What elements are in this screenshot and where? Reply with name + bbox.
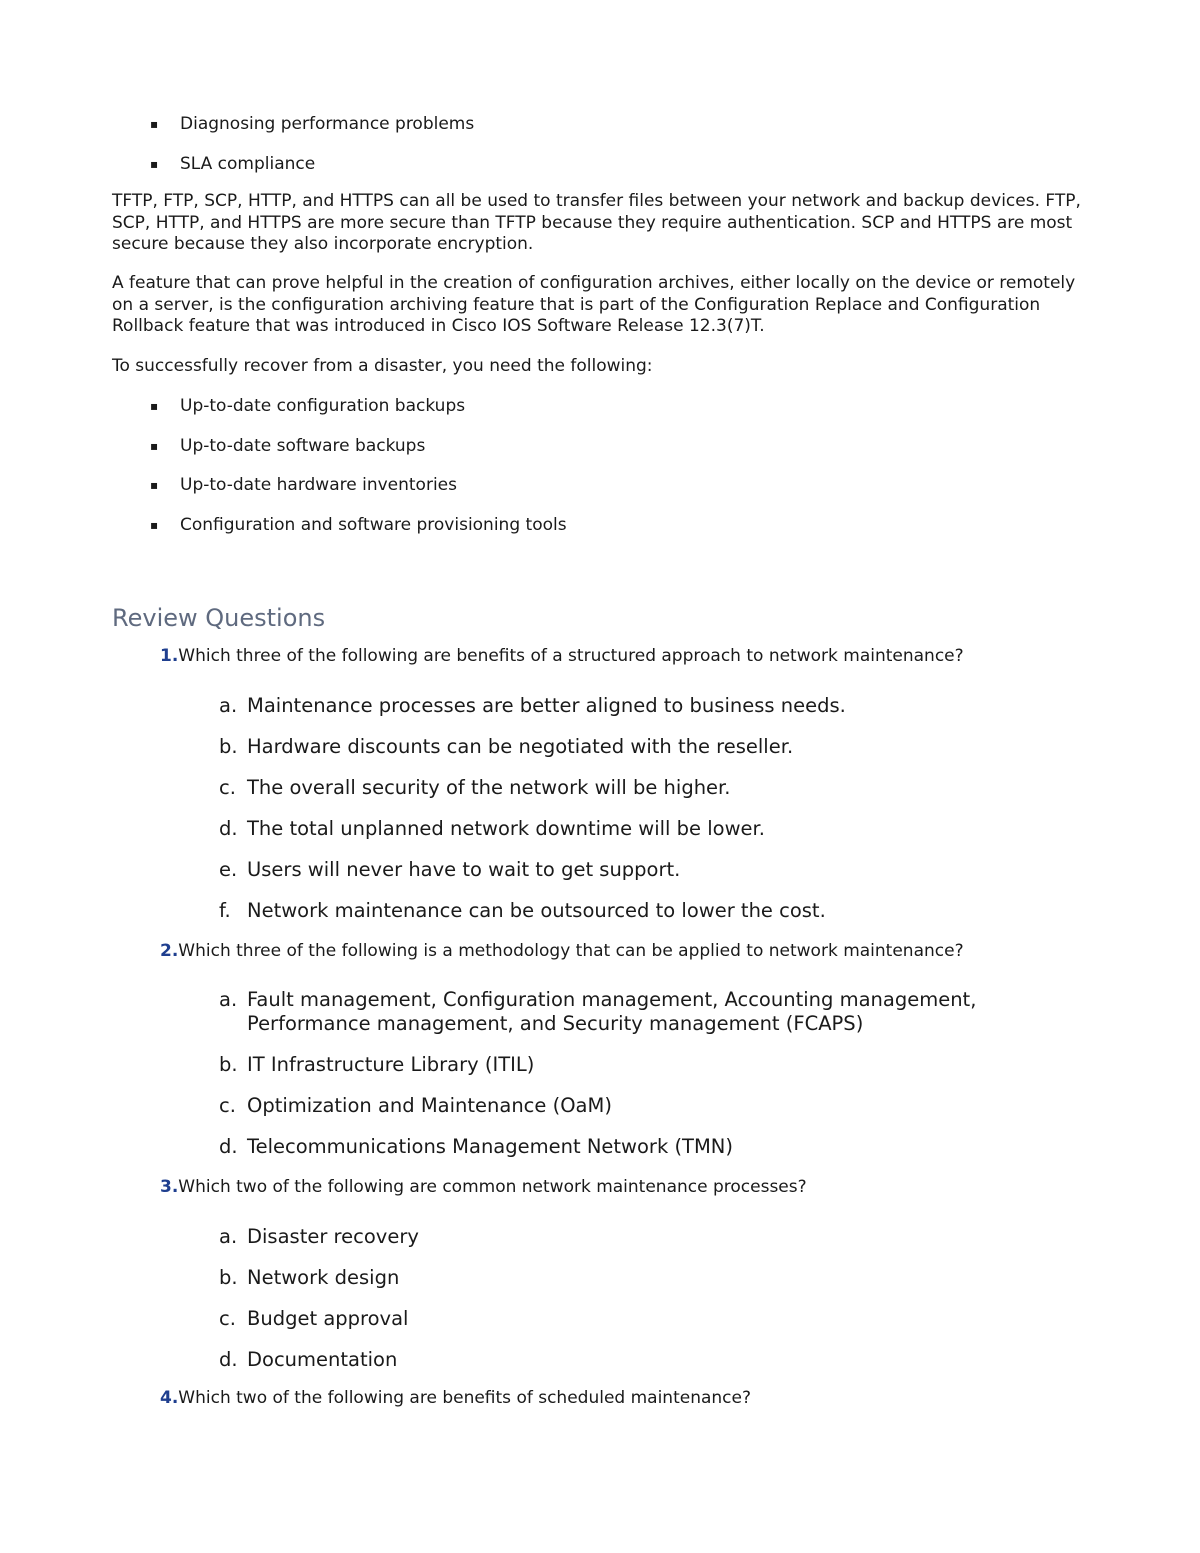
list-item [219, 1348, 1007, 1372]
option-letter: e. [219, 858, 238, 881]
question-number: 2. [160, 941, 179, 961]
bullet-icon: ▪ [150, 438, 159, 453]
list-item [219, 776, 1007, 800]
option-text: The overall security of the network will be higher. [247, 776, 731, 799]
question-3-options [219, 1225, 1007, 1389]
bullet-text: Diagnosing performance problems [180, 114, 475, 134]
bullet-text: Up-to-date configuration backups [180, 396, 466, 416]
question-text: Which three of the following is a methodology that can be applied to network maintenance? [178, 941, 964, 961]
bullet-icon: ▪ [150, 399, 159, 413]
transfer-paragraph: TFTP, FTP, SCP, HTTP, and HTTPS can all be used to transfer files between your network and backup devices. FTP, SCP, HTTP, and HTTPS are more secure than TFTP because they require authentication. SCP and HTTPS are most secure because they also incorporate encryption. [112, 191, 1081, 254]
option-text: Maintenance processes are better aligned to business needs. [247, 694, 846, 717]
option-text: Users will never have to wait to get support. [247, 858, 681, 881]
option-text: Telecommunications Management Network (TMN) [247, 1135, 733, 1158]
bullet-text: Configuration and software provisioning tools [180, 514, 567, 535]
bullet-text: Up-to-date hardware inventories [180, 475, 457, 495]
option-letter: d. [219, 817, 238, 840]
recover-intro-paragraph: To successfully recover from a disaster, you need the following: [112, 356, 653, 376]
option-letter: a. [219, 1225, 238, 1248]
option-letter: c. [219, 1307, 236, 1330]
question-number: 4. [160, 1388, 179, 1408]
question-1 [160, 645, 964, 667]
list-item [219, 899, 1007, 923]
list-item [219, 735, 1007, 759]
option-text: Network maintenance can be outsourced to lower the cost. [247, 899, 826, 922]
option-letter: c. [219, 776, 236, 799]
option-letter: f. [219, 899, 231, 922]
review-questions-heading: Review Questions [112, 604, 326, 632]
option-letter: b. [219, 1266, 238, 1289]
question-3 [160, 1176, 807, 1198]
option-text: Budget approval [247, 1307, 409, 1330]
bullet-icon: ▪ [150, 517, 159, 532]
question-2 [160, 940, 964, 962]
question-number: 3. [160, 1177, 179, 1197]
question-1-options [219, 694, 1007, 940]
bullet-icon: ▪ [150, 117, 159, 131]
question-text: Which three of the following are benefits of a structured approach to network maintenance? [178, 646, 964, 666]
archive-paragraph: A feature that can prove helpful in the creation of configuration archives, either locally on the device or remotely on a server, is the configuration archiving feature that is part of the Configuration Replace and Configuration Rollback feature that was introduced in Cisco IOS Software Release 12.3(7)T. [112, 273, 1076, 336]
option-letter: c. [219, 1094, 236, 1117]
option-letter: d. [219, 1348, 238, 1371]
option-text: Network design [247, 1266, 400, 1289]
list-item [219, 1094, 1007, 1118]
question-text: Which two of the following are common network maintenance processes? [178, 1177, 807, 1197]
list-item [219, 1307, 1007, 1331]
option-text: Disaster recovery [247, 1225, 419, 1248]
option-letter: b. [219, 1053, 238, 1076]
list-item [219, 1225, 1007, 1249]
bullet-text: SLA compliance [180, 153, 316, 174]
option-text: The total unplanned network downtime will be lower. [247, 817, 765, 840]
option-text: Documentation [247, 1348, 398, 1371]
list-item [219, 817, 1007, 841]
option-letter: a. [219, 694, 238, 717]
list-item [219, 1266, 1007, 1290]
option-text: IT Infrastructure Library (ITIL) [247, 1053, 535, 1076]
option-letter: a. [219, 988, 238, 1011]
bullet-text: Up-to-date software backups [180, 435, 426, 456]
list-item [219, 1135, 1007, 1159]
question-number: 1. [160, 646, 179, 666]
option-text: Optimization and Maintenance (OaM) [247, 1094, 612, 1117]
list-item [219, 1053, 1007, 1077]
list-item [219, 988, 1007, 1036]
bullet-icon: ▪ [150, 478, 159, 492]
question-text: Which two of the following are benefits of scheduled maintenance? [178, 1388, 752, 1408]
question-2-options [219, 988, 1007, 1176]
list-item [219, 858, 1007, 882]
option-text: Fault management, Configuration management, Accounting management, Performance management, and Security management (FCAPS) [247, 988, 977, 1035]
bullet-icon: ▪ [150, 156, 159, 171]
list-item [219, 694, 1007, 718]
question-4 [160, 1387, 751, 1409]
option-text: Hardware discounts can be negotiated with the reseller. [247, 735, 794, 758]
option-letter: b. [219, 735, 238, 758]
option-letter: d. [219, 1135, 238, 1158]
